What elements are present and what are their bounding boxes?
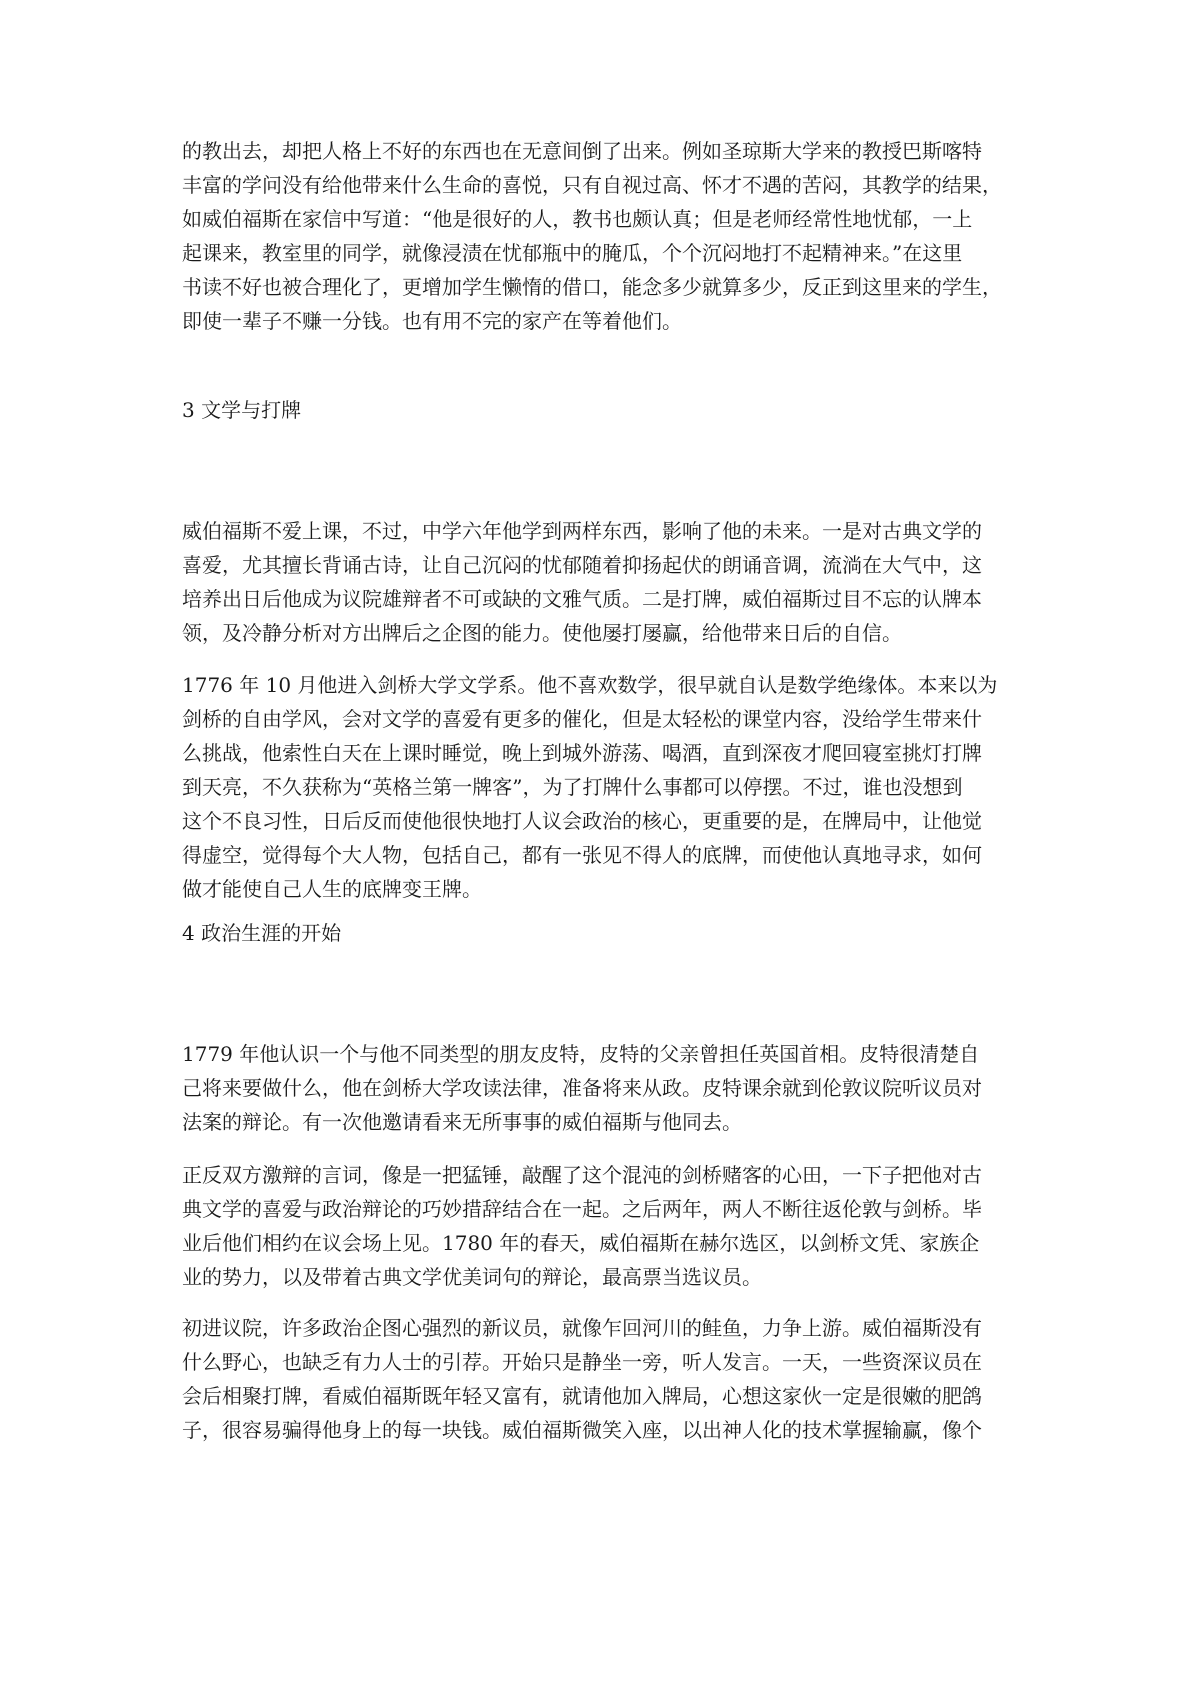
text-line: 这个不良习性，日后反而使他很快地打人议会政治的核心，更重要的是，在牌局中，让他觉 (182, 809, 982, 833)
text-line: 威伯福斯不爱上课，不过，中学六年他学到两样东西，影响了他的未来。一是对古典文学的 (182, 519, 982, 543)
section-heading-literature-and-cards: 3 文学与打牌 (182, 398, 302, 422)
text-line: 会后相聚打牌，看威伯福斯既年轻又富有，就请他加入牌局，心想这家伙一定是很嫩的肥鸽 (182, 1384, 982, 1408)
text-line: 正反双方激辩的言词，像是一把猛锤，敲醒了这个混沌的剑桥赌客的心田，一下子把他对古 (182, 1163, 982, 1187)
text-line: 到天亮，不久获称为“英格兰第一牌客”，为了打牌什么事都可以停摆。不过，谁也没想到 (182, 775, 963, 799)
text-line: 做才能使自己人生的底牌变王牌。 (182, 877, 482, 901)
text-line: 即使一辈子不赚一分钱。也有用不完的家产在等着他们。 (182, 309, 682, 333)
text-line: 起课来，教室里的同学，就像浸渍在忧郁瓶中的腌瓜，个个沉闷地打不起精神来。”在这里 (182, 241, 963, 265)
text-line: 子，很容易骗得他身上的每一块钱。威伯福斯微笑入座，以出神人化的技术掌握输赢，像个 (182, 1418, 982, 1442)
text-line: 己将来要做什么，他在剑桥大学攻读法律，准备将来从政。皮特课余就到伦敦议院听议员对 (182, 1076, 982, 1100)
text-line: 领，及冷静分析对方出牌后之企图的能力。使他屡打屡赢，给他带来日后的自信。 (182, 621, 902, 645)
text-line: 培养出日后他成为议院雄辩者不可或缺的文雅气质。二是打牌，威伯福斯过目不忘的认牌本 (182, 587, 982, 611)
paragraph-cambridge (182, 668, 1012, 906)
paragraph-debate-and-election (182, 1158, 1012, 1294)
text-line: 的教出去，却把人格上不好的东西也在无意间倒了出来。例如圣琼斯大学来的教授巴斯喀特 (182, 139, 982, 163)
text-line: 么挑战，他索性白天在上课时睡觉，晚上到城外游荡、喝酒，直到深夜才爬回寝室挑灯打牌 (182, 741, 982, 765)
text-line: 书读不好也被合理化了，更增加学生懒惰的借口，能念多少就算多少，反正到这里来的学生， (182, 275, 1002, 299)
paragraph-meeting-pitt (182, 1037, 1012, 1139)
text-line: 如威伯福斯在家信中写道：“他是很好的人，教书也颇认真；但是老师经常性地忧郁，一上 (182, 207, 973, 231)
text-line: 法案的辩论。有一次他邀请看来无所事事的威伯福斯与他同去。 (182, 1110, 742, 1134)
text-line: 剑桥的自由学风，会对文学的喜爱有更多的催化，但是太轻松的课堂内容，没给学生带来什 (182, 707, 982, 731)
text-line: 1779 年他认识一个与他不同类型的朋友皮特，皮特的父亲曾担任英国首相。皮特很清楚自 (182, 1042, 980, 1066)
text-line: 业的势力，以及带着古典文学优美词句的辩论，最高票当选议员。 (182, 1265, 762, 1289)
text-line: 什么野心，也缺乏有力人士的引荐。开始只是静坐一旁，听人发言。一天，一些资深议员在 (182, 1350, 982, 1374)
text-line: 初进议院，许多政治企图心强烈的新议员，就像乍回河川的鲑鱼，力争上游。威伯福斯没有 (182, 1316, 982, 1340)
paragraph-school-years (182, 514, 1012, 650)
text-line: 业后他们相约在议会场上见。1780 年的春天，威伯福斯在赫尔选区，以剑桥文凭、家族企 (182, 1231, 980, 1255)
text-line: 丰富的学问没有给他带来什么生命的喜悦，只有自视过高、怀才不遇的苦闷，其教学的结果， (182, 173, 1002, 197)
text-line: 典文学的喜爱与政治辩论的巧妙措辞结合在一起。之后两年，两人不断往返伦敦与剑桥。毕 (182, 1197, 982, 1221)
section-heading-political-career: 4 政治生涯的开始 (182, 921, 342, 945)
text-line: 喜爱，尤其擅长背诵古诗，让自己沉闷的忧郁随着抑扬起伏的朗诵音调，流淌在大气中，这 (182, 553, 982, 577)
text-line: 得虚空，觉得每个大人物，包括自己，都有一张见不得人的底牌，而使他认真地寻求，如何 (182, 843, 982, 867)
text-line: 1776 年 10 月他进入剑桥大学文学系。他不喜欢数学，很早就自认是数学绝缘体。本来以为 (182, 673, 998, 697)
paragraph-entering-parliament (182, 1311, 1012, 1447)
paragraph-education-critique (182, 134, 1012, 338)
